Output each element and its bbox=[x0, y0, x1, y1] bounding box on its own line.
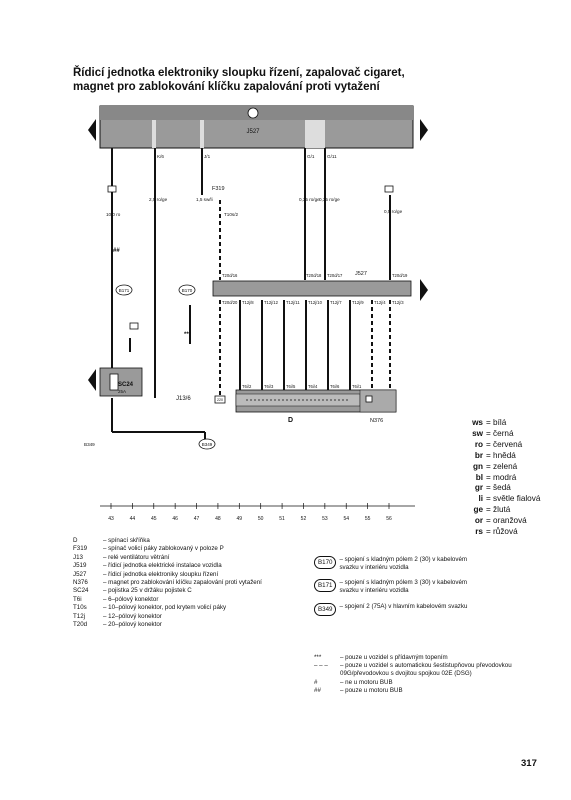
ruler-label: 54 bbox=[343, 516, 350, 522]
svg-text:T12j/8: T12j/8 bbox=[242, 300, 254, 305]
ruler-label: 43 bbox=[108, 516, 114, 522]
ruler-label: 49 bbox=[236, 516, 243, 522]
label-d: D bbox=[288, 417, 294, 424]
svg-text:T6i/4: T6i/4 bbox=[308, 384, 318, 389]
color-legend bbox=[465, 418, 540, 538]
t6i-pin-labels bbox=[242, 384, 362, 389]
svg-text:10,0 ro: 10,0 ro bbox=[106, 212, 121, 217]
color-row: bl = modrá bbox=[475, 472, 517, 482]
svg-text:J/1: J/1 bbox=[204, 154, 211, 159]
dashed-wires bbox=[190, 200, 390, 395]
connection-b170: B170 – spojení s kladným pólem 2 (30) v kabelovém svazku v interiéru vozidla bbox=[314, 556, 467, 572]
ground-box-label: 220 bbox=[217, 398, 223, 402]
color-row: ro = červená bbox=[474, 439, 523, 449]
note-row: – – – – pouze u vozidel s automatickou šestistupňovou převodovkou bbox=[314, 662, 512, 670]
color-row: rs = růžová bbox=[475, 527, 518, 537]
notes-legend bbox=[314, 654, 512, 695]
svg-text:B349: B349 bbox=[201, 442, 213, 447]
label-n376: N376 bbox=[370, 418, 384, 424]
ruler-labels bbox=[108, 516, 392, 522]
note-row: 09G/převodovkou s dvojitou spojkou 02E (DSG) bbox=[340, 670, 472, 678]
svg-text:T12j/12: T12j/12 bbox=[264, 300, 278, 305]
svg-text:T12j/11: T12j/11 bbox=[286, 300, 300, 305]
prev-page-arrow-top[interactable] bbox=[88, 119, 96, 141]
t10s-label: T10s/2 bbox=[224, 212, 239, 217]
legend-row: J527 – řídicí jednotka elektroniky sloupku řízení bbox=[73, 570, 219, 578]
svg-text:B170: B170 bbox=[181, 288, 193, 293]
svg-text:G/1: G/1 bbox=[307, 154, 315, 159]
svg-text:T20d/19: T20d/19 bbox=[392, 273, 408, 278]
svg-text:T12j/4: T12j/4 bbox=[374, 300, 386, 305]
color-row: gr = šedá bbox=[474, 483, 511, 493]
svg-text:T6i/6: T6i/6 bbox=[330, 384, 340, 389]
color-row: gn = zelená bbox=[472, 461, 518, 471]
svg-text:T12j/7: T12j/7 bbox=[330, 300, 342, 305]
ruler-label: 56 bbox=[386, 516, 392, 522]
svg-text:1,5 sw/li: 1,5 sw/li bbox=[196, 197, 213, 202]
svg-text:0,5 ro/ge: 0,5 ro/ge bbox=[384, 209, 403, 214]
f319-label: F319 bbox=[212, 186, 225, 192]
switch-box-d bbox=[236, 390, 396, 412]
triple-star-marker: *** bbox=[184, 332, 192, 338]
fuse-sc24 bbox=[100, 368, 142, 396]
prev-page-arrow-bottom[interactable] bbox=[88, 369, 96, 391]
svg-text:J527: J527 bbox=[355, 271, 367, 277]
svg-text:25A: 25A bbox=[118, 389, 127, 394]
svg-text:T6i/2: T6i/2 bbox=[242, 384, 252, 389]
wire-code-labels bbox=[106, 197, 403, 217]
legend-row: T10s – 10–pólový konektor, pod krytem volicí páky bbox=[73, 604, 227, 612]
svg-text:T20d/20: T20d/20 bbox=[222, 300, 238, 305]
connection-tag: B349 bbox=[314, 603, 336, 616]
legend-row: J519 – řídicí jednotka elektrické instalace vozidla bbox=[73, 562, 222, 570]
color-row: or = oranžová bbox=[474, 516, 527, 526]
ruler-label: 52 bbox=[300, 516, 307, 522]
legend-row: T6i – 6–pólový konektor bbox=[73, 595, 159, 603]
note-row: *** – pouze u vozidel s přídavným topením bbox=[314, 654, 448, 661]
top-control-unit bbox=[100, 106, 413, 148]
double-hash-marker: ## bbox=[113, 248, 120, 254]
ruler-label: 48 bbox=[215, 516, 221, 522]
color-row: li = světle fialová bbox=[478, 494, 541, 504]
connection-tags bbox=[116, 285, 215, 449]
ruler-label: 44 bbox=[129, 516, 136, 522]
relay-j13-label: J13/6 bbox=[176, 396, 191, 402]
component-legend bbox=[73, 537, 262, 629]
legend-row: D – spínací skříňka bbox=[73, 537, 150, 544]
svg-text:G/11: G/11 bbox=[327, 154, 337, 159]
svg-text:0,35 ro/ge: 0,35 ro/ge bbox=[299, 197, 320, 202]
next-page-arrow-mid[interactable] bbox=[420, 279, 428, 301]
svg-text:T20d/17: T20d/17 bbox=[327, 273, 343, 278]
earth-icon bbox=[248, 108, 258, 118]
ruler-label: 47 bbox=[193, 516, 200, 522]
legend-row: J13 – relé ventilátoru větrání bbox=[73, 553, 170, 561]
ruler-label: 53 bbox=[322, 516, 328, 522]
b349-label: B349 bbox=[84, 442, 95, 447]
legend-row: SC24 – pojistka 25 v držáku pojistek C bbox=[73, 587, 192, 595]
legend-row: N376 – magnet pro zablokování klíčku zapalování proti vytažení bbox=[73, 579, 262, 587]
color-row: br = hnědá bbox=[474, 450, 516, 460]
svg-text:T12j/3: T12j/3 bbox=[392, 300, 404, 305]
mid-top-pin-labels bbox=[222, 273, 408, 278]
title-line-1: Řídicí jednotka elektroniky sloupku řízení, zapalovač cigaret, bbox=[73, 67, 405, 79]
ruler-label: 45 bbox=[150, 516, 157, 522]
connection-tag: B171 bbox=[314, 579, 336, 592]
ruler-label: 46 bbox=[172, 516, 178, 522]
svg-text:T12j/10: T12j/10 bbox=[308, 300, 322, 305]
color-row: ws = bílá bbox=[472, 418, 507, 427]
svg-text:T12j/9: T12j/9 bbox=[352, 300, 364, 305]
page-number: 317 bbox=[521, 758, 537, 769]
top-unit-label: J527 bbox=[246, 129, 260, 135]
connection-b171: B171 – spojení s kladným pólem 3 (30) v kabelovém svazku v interiéru vozidla bbox=[314, 579, 467, 595]
legend-row: F319 – spínač volicí páky zablokovaný v poloze P bbox=[73, 545, 224, 553]
ruler-label: 55 bbox=[364, 516, 371, 522]
mid-wires bbox=[240, 300, 350, 395]
svg-text:SC24: SC24 bbox=[118, 382, 134, 388]
svg-text:T20d/16: T20d/16 bbox=[222, 273, 238, 278]
color-row: ge = žlutá bbox=[473, 505, 511, 515]
color-row: sw = černá bbox=[472, 428, 514, 438]
top-pin-labels bbox=[157, 154, 337, 159]
svg-text:K/6: K/6 bbox=[157, 154, 164, 159]
next-page-arrow-top[interactable] bbox=[420, 119, 428, 141]
ruler-label: 51 bbox=[279, 516, 285, 522]
legend-row: T12j – 12–pólový konektor bbox=[73, 612, 162, 620]
svg-text:0,35 ro/ge: 0,35 ro/ge bbox=[319, 197, 340, 202]
svg-text:T20d/18: T20d/18 bbox=[306, 273, 322, 278]
connection-b349: B349 – spojení 2 (75A) v hlavním kabelovém svazku bbox=[314, 603, 467, 616]
note-row: ## – pouze u motoru BUB bbox=[314, 686, 403, 694]
svg-text:T6i/5: T6i/5 bbox=[286, 384, 296, 389]
svg-text:T6i/3: T6i/3 bbox=[264, 384, 274, 389]
svg-text:B171: B171 bbox=[118, 288, 130, 293]
svg-text:T6i/1: T6i/1 bbox=[352, 384, 362, 389]
ruler-label: 50 bbox=[257, 516, 264, 522]
svg-text:2,5 ro/ge: 2,5 ro/ge bbox=[149, 197, 168, 202]
note-row: # – ne u motoru BUB bbox=[314, 678, 393, 686]
connection-tag: B170 bbox=[314, 556, 336, 569]
title-line-2: magnet pro zablokování klíčku zapalování proti vytažení bbox=[73, 81, 380, 93]
legend-row: T20d – 20–pólový konektor bbox=[73, 621, 162, 629]
mid-bottom-pin-labels bbox=[222, 300, 404, 305]
